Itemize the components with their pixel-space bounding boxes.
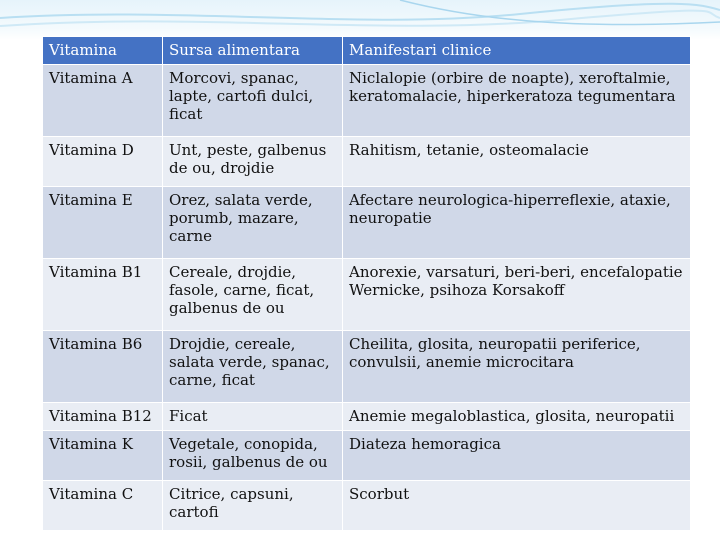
cell-vitamin: Vitamina A xyxy=(43,65,163,137)
slide-decoration xyxy=(0,0,720,40)
cell-source: Unt, peste, galbenus de ou, drojdie xyxy=(163,137,343,187)
cell-source: Orez, salata verde, porumb, mazare, carne xyxy=(163,187,343,259)
cell-vitamin: Vitamina C xyxy=(43,481,163,531)
cell-source: Cereale, drojdie, fasole, carne, ficat, galbenus de ou xyxy=(163,259,343,331)
cell-vitamin: Vitamina B6 xyxy=(43,331,163,403)
cell-vitamin: Vitamina B12 xyxy=(43,403,163,431)
cell-source: Vegetale, conopida, rosii, galbenus de ou xyxy=(163,431,343,481)
table-row xyxy=(43,481,691,531)
cell-clinical: Cheilita, glosita, neuropatii periferice, convulsii, anemie microcitara xyxy=(343,331,691,403)
header-vitamina: Vitamina xyxy=(43,37,163,65)
cell-clinical: Scorbut xyxy=(343,481,691,531)
table-row xyxy=(43,403,691,431)
vitamins-table xyxy=(42,36,691,531)
cell-source: Morcovi, spanac, lapte, cartofi dulci, ficat xyxy=(163,65,343,137)
cell-clinical: Rahitism, tetanie, osteomalacie xyxy=(343,137,691,187)
cell-source: Citrice, capsuni, cartofi xyxy=(163,481,343,531)
cell-vitamin: Vitamina E xyxy=(43,187,163,259)
cell-clinical: Anemie megaloblastica, glosita, neuropatii xyxy=(343,403,691,431)
table-row xyxy=(43,431,691,481)
table-row xyxy=(43,187,691,259)
table-row xyxy=(43,137,691,187)
cell-source: Ficat xyxy=(163,403,343,431)
cell-vitamin: Vitamina B1 xyxy=(43,259,163,331)
cell-clinical: Niclalopie (orbire de noapte), xeroftalmie, keratomalacie, hiperkeratoza tegumentara xyxy=(343,65,691,137)
table-row xyxy=(43,65,691,137)
header-sursa: Sursa alimentara xyxy=(163,37,343,65)
cell-clinical: Diateza hemoragica xyxy=(343,431,691,481)
cell-clinical: Afectare neurologica-hiperreflexie, ataxie, neuropatie xyxy=(343,187,691,259)
cell-clinical: Anorexie, varsaturi, beri-beri, encefalopatie Wernicke, psihoza Korsakoff xyxy=(343,259,691,331)
cell-source: Drojdie, cereale, salata verde, spanac, carne, ficat xyxy=(163,331,343,403)
cell-vitamin: Vitamina D xyxy=(43,137,163,187)
table-row xyxy=(43,331,691,403)
table-header-row xyxy=(43,37,691,65)
cell-vitamin: Vitamina K xyxy=(43,431,163,481)
header-manifestari: Manifestari clinice xyxy=(343,37,691,65)
table-row xyxy=(43,259,691,331)
wave-decoration-icon xyxy=(0,0,720,40)
